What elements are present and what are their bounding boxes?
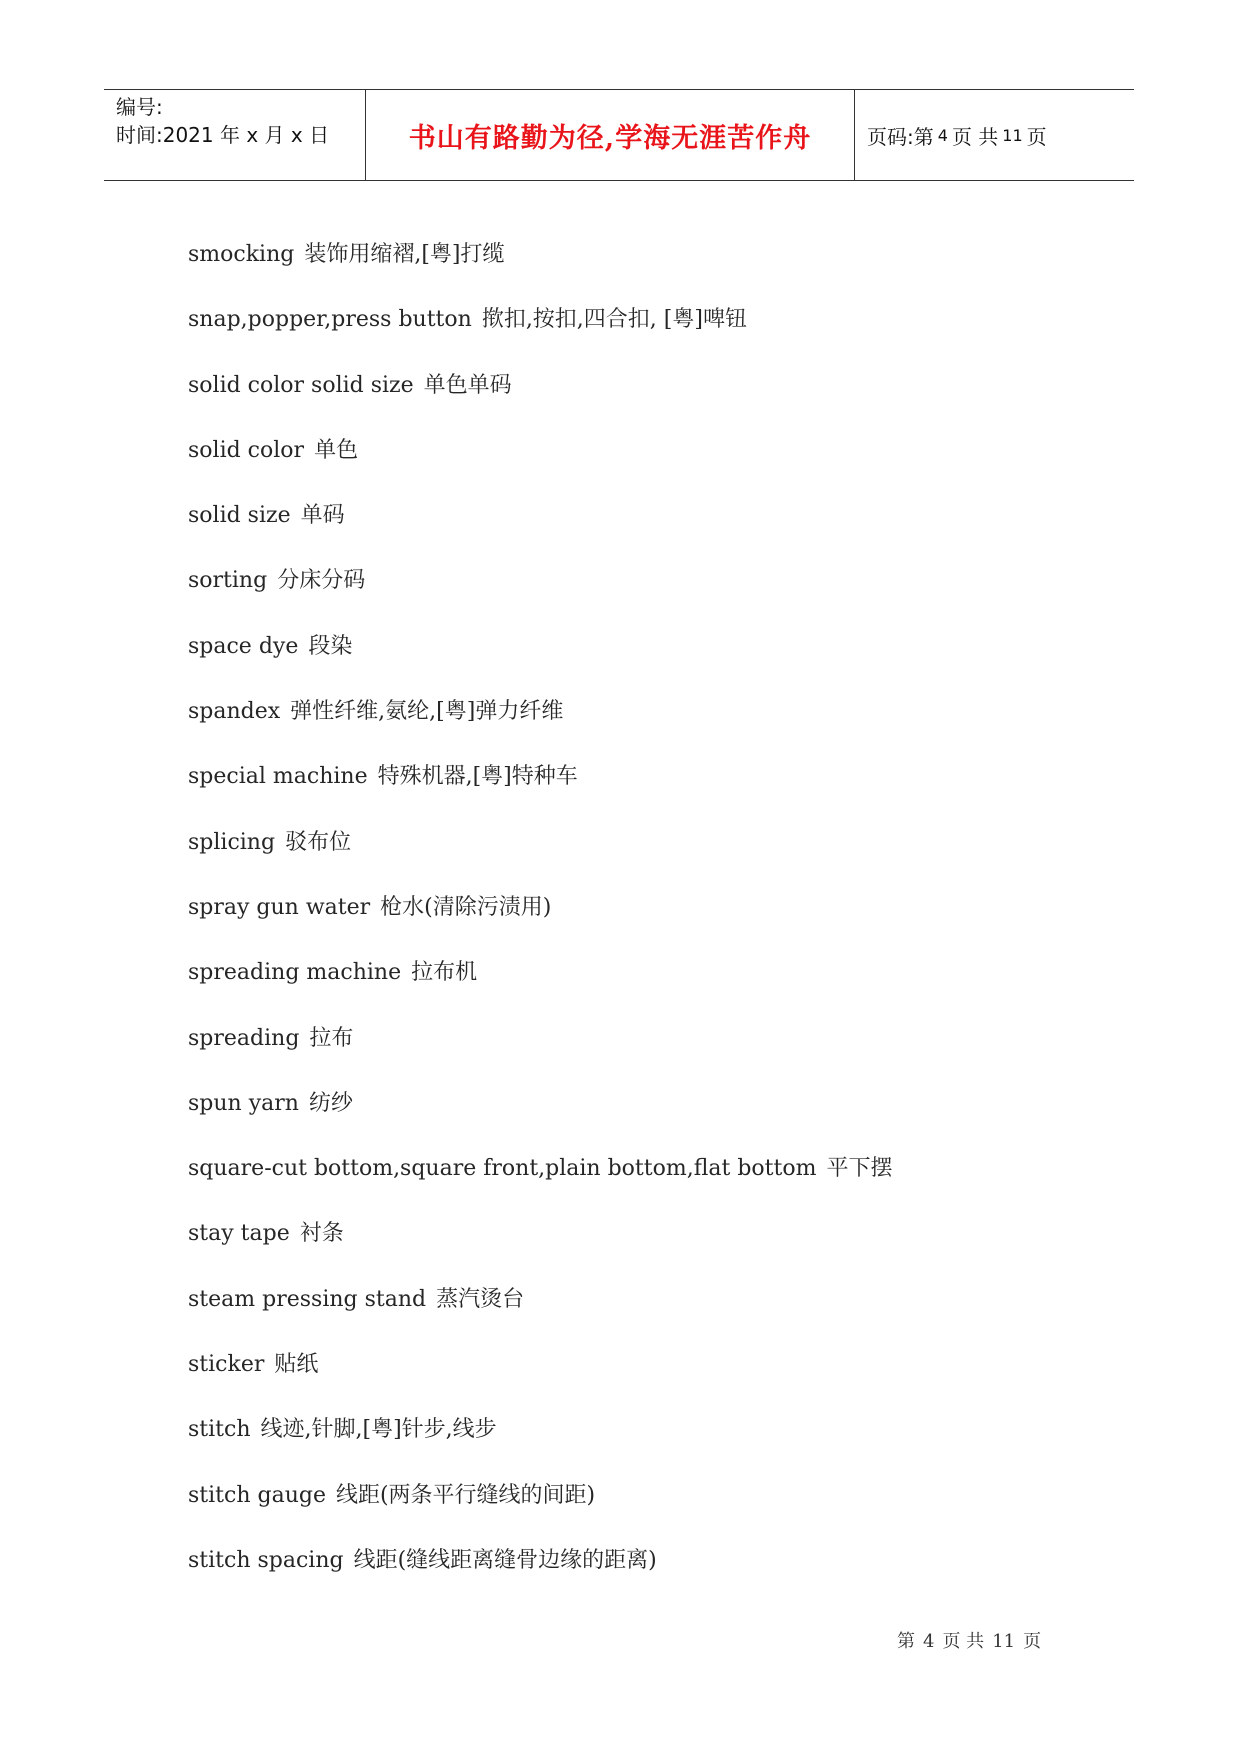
glossary-entry: [188, 697, 1088, 762]
glossary-list: [188, 240, 1088, 1611]
entry-definition: 装饰用缩褶,[粤]打缆: [304, 242, 505, 267]
entry-definition: 段染: [308, 633, 353, 659]
glossary-entry: [188, 501, 1088, 566]
entry-definition: 蒸汽烫台: [436, 1286, 525, 1312]
entry-definition: 拉布机: [411, 960, 478, 986]
header-page-middle: 页 共: [951, 124, 999, 149]
entry-term: spray gun water: [188, 894, 371, 920]
entry-term: steam pressing stand: [188, 1286, 427, 1312]
entry-term: smocking: [188, 242, 295, 267]
header-page-total: 11: [1002, 125, 1023, 145]
glossary-entry: [188, 371, 1088, 436]
entry-term: spandex: [188, 699, 281, 725]
entry-term: special machine: [188, 764, 368, 790]
entry-definition: 单码: [300, 503, 345, 529]
entry-term: solid color: [188, 437, 305, 463]
entry-definition: 揿扣,按扣,四合扣, [粤]啤钮: [481, 307, 747, 333]
document-header: [104, 89, 1134, 181]
entry-term: spun yarn: [188, 1090, 299, 1116]
entry-definition: 单色: [314, 437, 359, 463]
entry-definition: 线迹,针脚,[粤]针步,线步: [260, 1417, 497, 1443]
entry-definition: 平下摆: [826, 1156, 893, 1182]
glossary-entry: [188, 762, 1088, 827]
entry-term: splicing: [188, 829, 276, 855]
footer-prefix: 第: [897, 1631, 915, 1652]
header-page-suffix: 页: [1026, 124, 1047, 149]
entry-term: stay tape: [188, 1221, 290, 1247]
glossary-entry: [188, 1481, 1088, 1546]
entry-definition: 单色单码: [423, 372, 512, 398]
entry-term: square-cut bottom,square front,plain bottom,flat bottom: [188, 1156, 817, 1182]
glossary-entry: [188, 1219, 1088, 1284]
entry-term: solid size: [188, 503, 291, 529]
header-motto: 书山有路勤为径,学海无涯苦作舟: [408, 122, 812, 154]
footer-current-page: 4: [923, 1631, 935, 1652]
header-page-current: 4: [937, 125, 948, 145]
entry-term: stitch gauge: [188, 1482, 326, 1508]
header-page-cell: [855, 90, 1134, 180]
glossary-entry: [188, 1089, 1088, 1154]
entry-term: stitch: [188, 1417, 251, 1443]
glossary-entry: [188, 1415, 1088, 1480]
footer-total-pages: 11: [992, 1631, 1016, 1652]
page-footer: [897, 1627, 1049, 1653]
header-page-prefix: 页码:第: [867, 124, 934, 149]
glossary-entry: [188, 305, 1088, 370]
entry-definition: 分床分码: [277, 568, 366, 594]
header-meta-cell: [104, 90, 366, 180]
entry-term: snap,popper,press button: [188, 307, 472, 333]
glossary-entry: [188, 893, 1088, 958]
entry-definition: 线距(缝线距离缝骨边缘的距离): [353, 1547, 657, 1573]
entry-definition: 驳布位: [285, 829, 352, 855]
entry-term: sticker: [188, 1352, 265, 1378]
entry-definition: 纺纱: [308, 1090, 353, 1116]
glossary-entry: [188, 1154, 1088, 1219]
glossary-entry: [188, 240, 1088, 305]
entry-term: solid color solid size: [188, 372, 414, 398]
entry-definition: 线距(两条平行缝线的间距): [335, 1482, 596, 1508]
header-motto-cell: [366, 90, 855, 180]
document-date: 时间:2021 年 x 月 x 日: [116, 123, 330, 147]
glossary-entry: [188, 1350, 1088, 1415]
entry-definition: 贴纸: [274, 1352, 319, 1378]
entry-definition: 枪水(清除污渍用): [380, 894, 552, 920]
entry-definition: 弹性纤维,氨纶,[粤]弹力纤维: [290, 699, 564, 725]
entry-term: spreading machine: [188, 960, 402, 986]
entry-term: sorting: [188, 568, 268, 594]
document-number-label: 编号:: [116, 95, 163, 119]
glossary-entry: [188, 1285, 1088, 1350]
glossary-entry: [188, 1546, 1088, 1611]
entry-term: space dye: [188, 633, 299, 659]
glossary-entry: [188, 632, 1088, 697]
glossary-entry: [188, 1024, 1088, 1089]
glossary-entry: [188, 436, 1088, 501]
entry-definition: 衬条: [299, 1221, 344, 1247]
footer-middle: 页 共: [942, 1631, 985, 1652]
footer-suffix: 页: [1023, 1631, 1042, 1652]
glossary-entry: [188, 566, 1088, 631]
glossary-entry: [188, 828, 1088, 893]
glossary-entry: [188, 958, 1088, 1023]
entry-term: spreading: [188, 1025, 300, 1051]
entry-definition: 特殊机器,[粤]特种车: [377, 764, 578, 790]
entry-definition: 拉布: [309, 1025, 354, 1051]
entry-term: stitch spacing: [188, 1547, 344, 1573]
